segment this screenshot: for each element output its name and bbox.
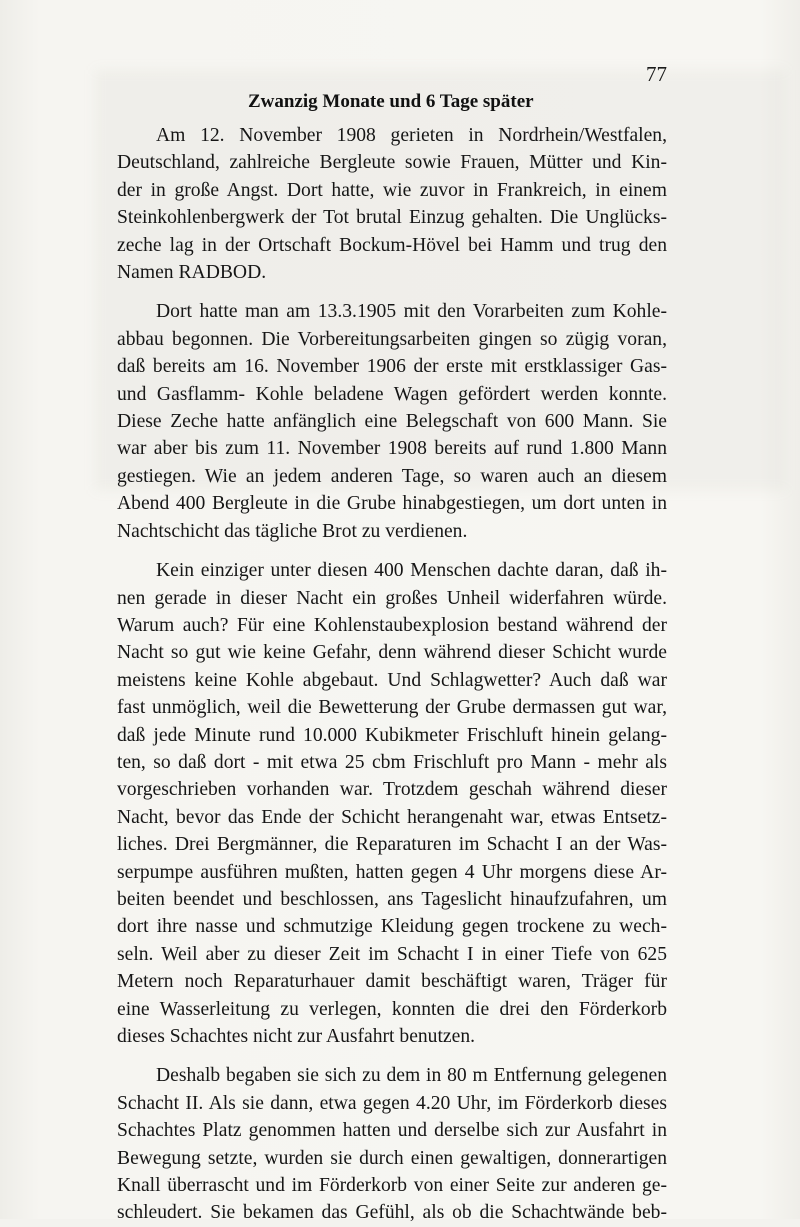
text-line: schleudert. Sie bekamen das Gefühl, als ob die Schachtwände beb- [117, 1202, 667, 1224]
body-text [117, 122, 667, 1227]
text-line: Namen RADBOD. [117, 262, 267, 284]
text-line: daß jede Minute rund 10.000 Kubikmeter Frischluft hinein gelang- [117, 724, 667, 746]
text-line: gestiegen. Wie an jedem anderen Tage, so waren auch an diesem [117, 465, 667, 487]
text-line: Am 12. November 1908 gerieten in Nordrhein/Westfalen, [156, 125, 667, 146]
paragraph-4 [117, 1062, 667, 1226]
text-line: beiten beendet und beschlossen, ans Tageslicht hinaufzufahren, um [117, 888, 667, 910]
text-line: Schachtes Platz genommen hatten und derselbe sich zur Ausfahrt in [117, 1120, 667, 1142]
text-line: Warum auch? Für eine Kohlenstaubexplosion bestand während der [117, 614, 667, 636]
text-line: liches. Drei Bergmänner, die Reparaturen im Schacht I an der Was- [117, 834, 667, 856]
text-line: Nacht so gut wie keine Gefahr, denn während dieser Schicht wurde [117, 642, 667, 664]
text-line: dort ihre nasse und schmutzige Kleidung gegen trockene zu wech- [117, 916, 667, 938]
text-line: Schacht II. Als sie dann, etwa gegen 4.20 Uhr, im Förderkorb dieses [117, 1092, 667, 1114]
paragraph-3 [117, 557, 667, 1050]
text-line: nen gerade in dieser Nacht ein großes Unheil widerfahren würde. [117, 587, 667, 609]
text-line: daß bereits am 16. November 1906 der erste mit erstklassiger Gas- [117, 356, 667, 378]
text-line: ten, so daß dort - mit etwa 25 cbm Frischluft pro Mann - mehr als [117, 751, 667, 773]
text-line: Knall überrascht und im Förderkorb von einer Seite zur anderen ge- [117, 1175, 667, 1197]
text-line: abbau begonnen. Die Vorbereitungsarbeiten gingen so zügig voran, [117, 328, 667, 350]
text-line: serpumpe ausführen mußten, hatten gegen 4 Uhr morgens diese Ar- [117, 861, 667, 883]
text-line: vorgeschrieben vorhanden war. Trotzdem geschah während dieser [117, 779, 667, 801]
paragraph-2 [117, 298, 667, 545]
text-line: Steinkohlenbergwerk der Tot brutal Einzug gehalten. Die Unglücks- [117, 207, 667, 229]
text-line: Dort hatte man am 13.3.1905 mit den Vorarbeiten zum Kohle- [156, 301, 667, 323]
text-line: zeche lag in der Ortschaft Bockum-Hövel bei Hamm und trug den [117, 234, 667, 256]
text-line: und Gasflamm- Kohle beladene Wagen gefördert werden konnte. [117, 383, 667, 405]
text-line: Nacht, bevor das Ende der Schicht herangenaht war, etwas Entsetz- [117, 806, 667, 828]
text-line: Deutschland, zahlreiche Bergleute sowie Frauen, Mütter und Kin- [117, 152, 667, 174]
text-line: Diese Zeche hatte anfänglich eine Belegschaft von 600 Mann. Sie [117, 411, 667, 433]
text-line: meistens keine Kohle abgebaut. Und Schlagwetter? Auch daß war [117, 669, 667, 691]
text-line: Metern noch Reparaturhauer damit beschäftigt waren, Träger für [117, 971, 667, 993]
text-line: Kein einziger unter diesen 400 Menschen dachte daran, daß ih- [156, 560, 667, 582]
text-line: Nachtschicht das tägliche Brot zu verdienen. [117, 520, 468, 542]
text-line: der in große Angst. Dort hatte, wie zuvor in Frankreich, in einem [117, 179, 667, 201]
text-line: seln. Weil aber zu dieser Zeit im Schacht I in einer Tiefe von 625 [117, 943, 667, 965]
text-line: Abend 400 Bergleute in die Grube hinabgestiegen, um dort unten in [117, 493, 667, 515]
text-line: fast unmöglich, weil die Bewetterung der Grube dermassen gut war, [117, 697, 667, 719]
text-line: dieses Schachtes nicht zur Ausfahrt benutzen. [117, 1026, 476, 1047]
page-number: 77 [646, 62, 667, 86]
chapter-title: Zwanzig Monate und 6 Tage später [248, 91, 534, 112]
text-line: war aber bis zum 11. November 1908 bereits auf rund 1.800 Mann [117, 438, 667, 460]
text-line: eine Wasserleitung zu verlegen, konnten die drei den Förderkorb [117, 998, 667, 1020]
text-line: Bewegung setzte, wurden sie durch einen gewaltigen, donnerartigen [117, 1147, 667, 1169]
text-line: Deshalb begaben sie sich zu dem in 80 m Entfernung gelegenen [156, 1065, 667, 1087]
paragraph-1 [117, 122, 667, 286]
